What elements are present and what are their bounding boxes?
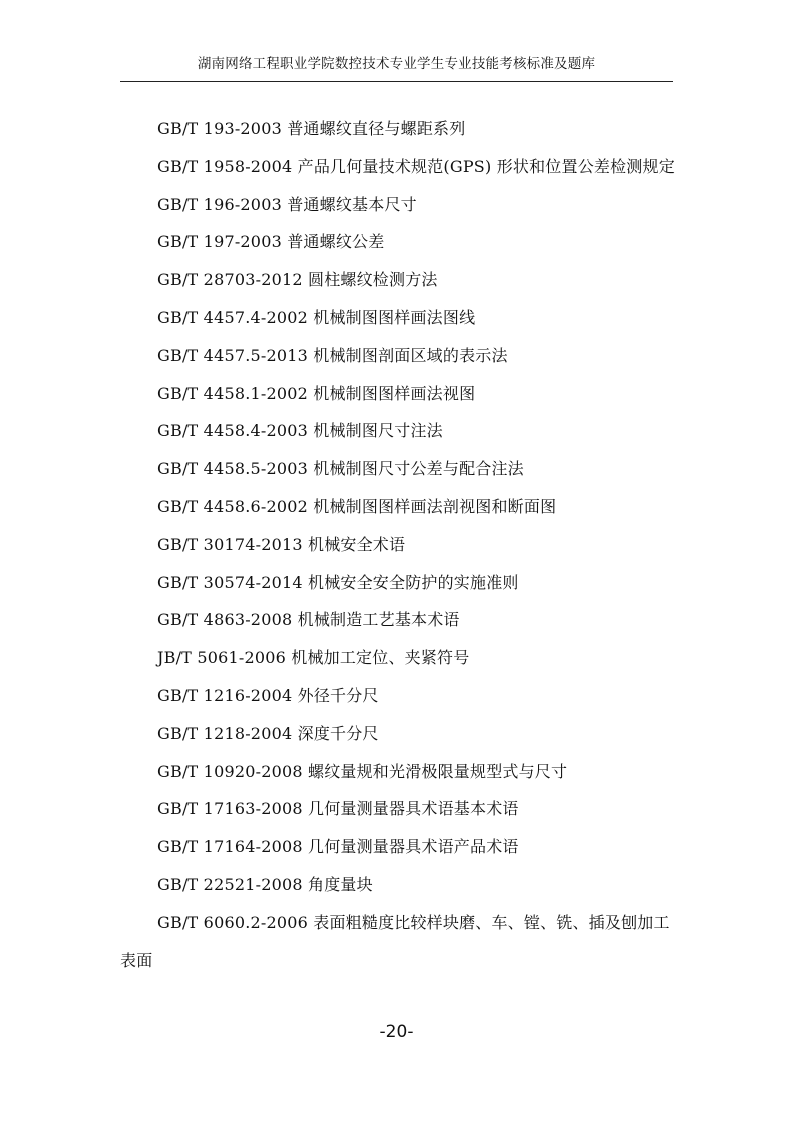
list-item: GB/T 196-2003 普通螺纹基本尺寸 [157, 194, 417, 214]
list-item: GB/T 6060.2-2006 表面粗糙度比较样块磨、车、镗、铣、插及刨加工表面 [120, 912, 670, 970]
list-item: GB/T 30574-2014 机械安全安全防护的实施准则 [157, 572, 519, 592]
list-item: GB/T 4458.5-2003 机械制图尺寸公差与配合注法 [157, 459, 524, 479]
list-item: GB/T 30174-2013 机械安全术语 [157, 534, 406, 554]
list-item: GB/T 22521-2008 角度量块 [157, 874, 373, 894]
list-item: GB/T 10920-2008 螺纹量规和光滑极限量规型式与尺寸 [157, 761, 568, 781]
list-item: GB/T 4458.1-2002 机械制图图样画法视图 [157, 383, 476, 403]
list-item: GB/T 4863-2008 机械制造工艺基本术语 [157, 610, 460, 630]
page-number: -20- [379, 1022, 414, 1042]
list-item: GB/T 1218-2004 深度千分尺 [157, 723, 379, 743]
list-item: JB/T 5061-2006 机械加工定位、夹紧符号 [157, 648, 470, 668]
list-item: GB/T 4457.5-2013 机械制图剖面区域的表示法 [157, 345, 508, 365]
page-header: 湖南网络工程职业学院数控技术专业学生专业技能考核标准及题库 [197, 56, 596, 72]
header-divider [120, 81, 673, 82]
list-item: GB/T 17164-2008 几何量测量器具术语产品术语 [157, 837, 519, 857]
list-item: GB/T 4458.4-2003 机械制图尺寸注法 [157, 421, 443, 441]
list-item: GB/T 1958-2004 产品几何量技术规范(GPS) 形状和位置公差检测规定 [157, 156, 675, 176]
list-item: GB/T 193-2003 普通螺纹直径与螺距系列 [157, 119, 466, 138]
list-item: GB/T 4457.4-2002 机械制图图样画法图线 [157, 307, 476, 327]
list-item: GB/T 197-2003 普通螺纹公差 [157, 232, 385, 252]
list-item: GB/T 17163-2008 几何量测量器具术语基本术语 [157, 799, 519, 819]
list-item: GB/T 1216-2004 外径千分尺 [157, 685, 379, 705]
standards-list [120, 110, 680, 979]
list-item: GB/T 28703-2012 圆柱螺纹检测方法 [157, 270, 438, 290]
list-item: GB/T 4458.6-2002 机械制图图样画法剖视图和断面图 [157, 496, 557, 516]
